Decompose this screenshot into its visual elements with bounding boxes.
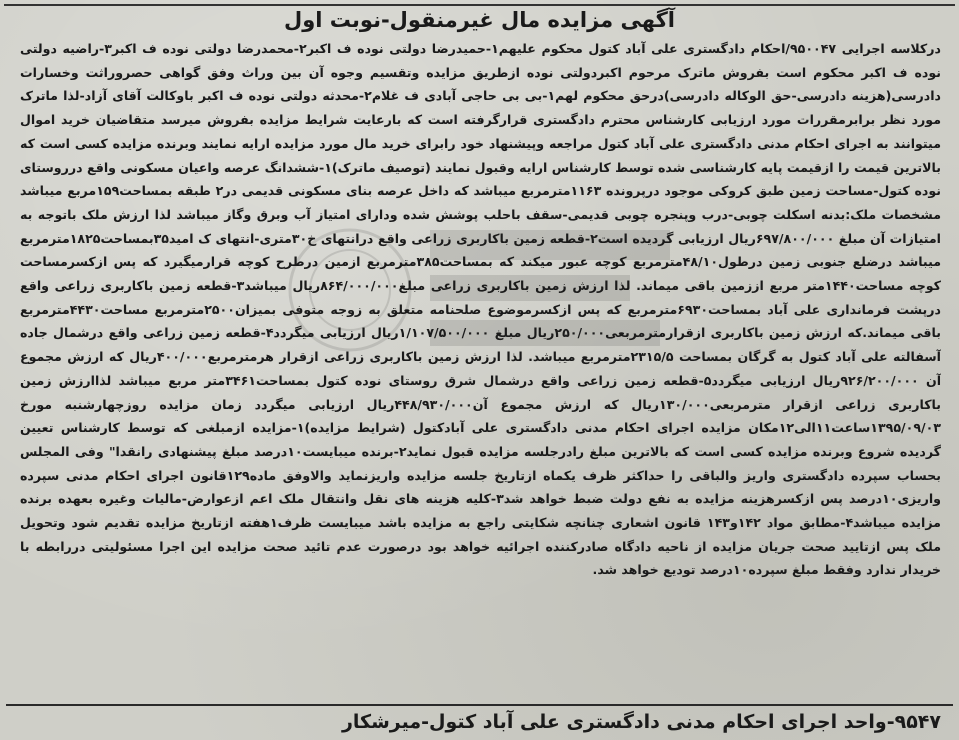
- notice-title: آگهی مزایده مال غیرمنقول-نوبت اول: [284, 8, 675, 32]
- notice-body: [20, 37, 941, 701]
- notice-footer: ۹۵۴۷-واحد اجرای احکام مدنی دادگستری علی آباد کتول-میرشکار: [341, 711, 941, 733]
- notice-body-text: درکلاسه اجرایی ۹۵۰۰۴۷/احکام دادگستری علی آباد کتول محکوم علیهم۱-حمیدرضا دولتی نوده ف اکبر۲-محمدرضا دولتی نوده ف اکبر۳-راضیه دولتی نوده ف اکبر محکوم است بفروش ماترک مرحوم اکبردولتی نوده ازطریق مزایده وتقسیم وجوه آن بین وراث وفق گواهی حصروراثت وخسارات دادرسی(هزینه دادرسی-حق الوکاله دادرسی)درحق محکوم لهم۱-بی بی حاجی آبادی ف غلام۲-محدثه دولتی نوده ف اکبر باوکالت آقای آزاد-لذا ماترک مورد نظر برابرمقررات مورد ارزیابی کارشناس محترم دادگستری قرارگرفته است که بارعایت شرایط مزایده بفروش میرسد متقاضیان خرید اموال میتوانند به اجرای احکام مدنی دادگستری علی آباد کتول مراجعه وپیشنهاد خود رابرای خرید مال مورد مزایده ارایه نمایند وبرنده مزایده کسی است که بالاترین قیمت را ازقیمت پایه کارشناسی شده توسط کارشناس ارایه وقبول نمایند (توصیف ماترک)۱-ششدانگ عرصه واعیان مسکونی واقع درروستای نوده کتول-مساحت زمین طبق کروکی موجود درپرونده ۱۱۶۳مترمربع میباشد که داخل عرصه بنای مسکونی قدیمی در۲ طبقه بمساحت۱۵۹مربع میباشد مشخصات ملک:بدنه اسکلت چوبی-درب وپنجره چوبی قدیمی-سقف باحلب پوشش شده ودارای امتیاز آب وبرق وگاز میباشد لذا ارزش ملک باتوجه به امتیازات آن مبلغ ۶۹۷/۸۰۰/۰۰۰ریال ارزیابی گردیده است۲-قطعه زمین باکاربری زراعی واقع درانتهای خ۳۰متری-انتهای ک امید۳۵بمساحت۱۸۲۵مترمربع میباشد درضلع جنوبی زمین درطول۴۸/۱۰مترمربع کوچه عبور میکند که بمساحت۳۸۵مترمربع ازمین درطرح کوچه قرارمیگیرد که پس ازکسرمساحت کوچه مساحت۱۴۴۰متر مربع اززمین باقی میماند. لذا ارزش زمین باکاربری زراعی مبلغ۸۶۴/۰۰۰/۰۰۰ریال میباشد۳-قطعه زمین باکاربری زراعی واقع درپشت فرمانداری علی آباد بمساحت۶۹۳۰مترمربع که پس ازکسرموضوع صلحنامه متعلق به زوجه متوفی بمیزان۲۵۰۰مترمربع مساحت۴۴۳۰مترمربع باقی میماند.که ارزش زمین باکاربری ازقرارمترمربعی۲۵۰/۰۰۰ریال مبلغ ۱/۱۰۷/۵۰۰/۰۰۰ریال ارزیابی میگردد۴-قطعه زمین زراعی واقع درشمال جاده آسفالته علی آباد کتول به گرگان بمساحت ۲۳۱۵/۵مترمربع میباشد. لذا ارزش زمین باکاربری زراعی ازقرار هرمترمربع۴۰۰/۰۰۰ریال که ارزش مجموع آن ۹۲۶/۲۰۰/۰۰۰ریال ارزیابی میگردد۵-قطعه زمین زراعی واقع درشمال شرق روستای نوده کتول بمساحت۳۴۶۱متر مربع میباشد لذاارزش زمین باکاربری زراعی ازقرار مترمربعی۱۳۰/۰۰۰ریال که ارزش مجموع آن۴۴۸/۹۳۰/۰۰۰ریال ارزیابی میگردد زمان مزایده روزچهارشنبه مورخ ۱۳۹۵/۰۹/۰۳ساعت۱۱الی۱۲مکان مزایده اجرای احکام مدنی دادگستری علی آبادکتول (شرایط مزایده)۱-مزایده ازمبلغی که توسط کارشناس تعیین گردیده شروع وبرنده مزایده کسی است که بالاترین مبلغ رادرجلسه مزایده قبول نماید۲-برنده میبایست۱۰درصد مبلغ پیشنهادی رانقدا" وفی المجلس بحساب سپرده دادگستری واریز والباقی را حداکثر ظرف یکماه ازتاریخ جلسه مزایده واریزنماید والاوفق ماده۱۲۹قانون اجرای احکام مدنی سپرده واریزی۱۰درصد پس ازکسرهزینه مزایده به نفع دولت ضبط خواهد شد۳-کلیه هزینه های نقل وانتقال ملک اعم ازعوارض-مالیات وغیره بعهده برنده مزایده میباشد۴-مطابق مواد ۱۴۲و۱۴۳ قانون اشعاری چنانچه شکایتی راجع به مزایده باشد میبایست ظرف۱هفته ازتاریخ مزایده تقدیم شود وتحویل ملک پس ازتایید صحت جریان مزایده از ناحیه دادگاه صادرکننده اجرائیه خواهد بود درصورت عدم تائید صحت مزایده این اجرا مسئولیتی دررابطه با خریدار ندارد وفقط مبلغ سپرده۱۰درصد تودیع خواهد شد.: [20, 41, 941, 578]
- footer-separator: [6, 704, 953, 706]
